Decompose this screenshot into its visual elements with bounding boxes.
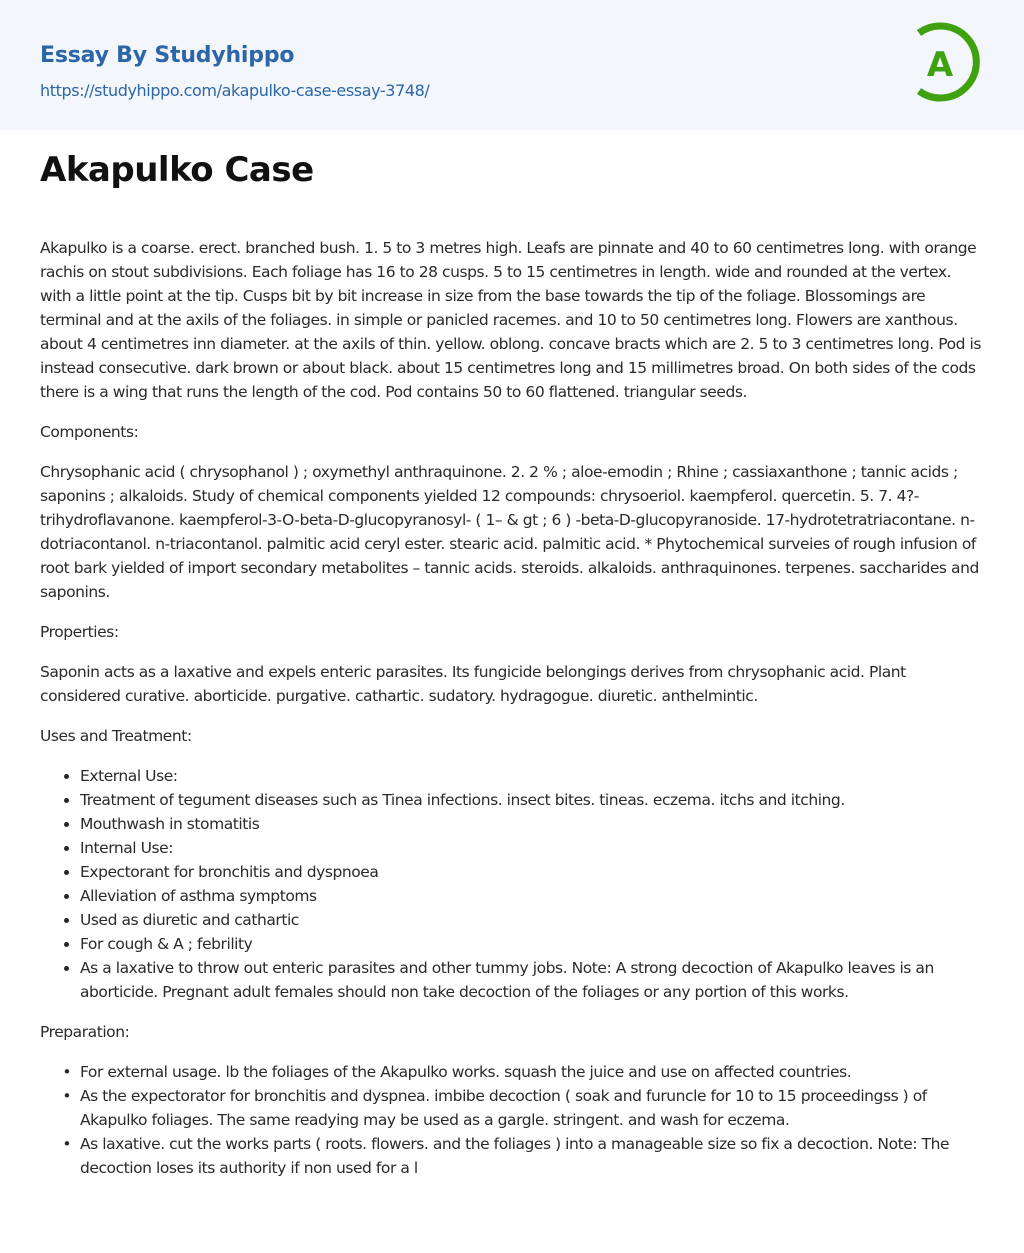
list-item: • Expectorant for bronchitis and dyspnoea	[80, 860, 984, 884]
list-item: • Treatment of tegument diseases such as Tinea infections. insect bites. tineas. eczema. itchs and itching.	[80, 788, 984, 812]
list-item: • As the expectorator for bronchitis and dyspnea. imbibe decoction ( soak and furuncle for 10 to 15 proceedingss ) of Akapulko foliages. The same readying may be used as a gargle. stringent. and wash for eczema.	[80, 1084, 984, 1132]
list-item: • Used as diuretic and cathartic	[80, 908, 984, 932]
list-item: • As a laxative to throw out enteric parasites and other tummy jobs. Note: A strong decoction of Akapulko leaves is an aborticide. Pregnant adult females should non take decoction of the foliages or any portion of this works.	[80, 956, 984, 1004]
list-item: • Mouthwash in stomatitis	[80, 812, 984, 836]
logo-letter: A	[926, 45, 954, 85]
components-heading: Components:	[40, 423, 139, 441]
preparation-heading: Preparation:	[40, 1023, 130, 1041]
page-title: Akapulko Case	[40, 150, 314, 190]
properties-heading: Properties:	[40, 623, 119, 641]
studyhippo-logo-icon[interactable]	[912, 18, 988, 106]
uses-list	[40, 764, 984, 1004]
logo-svg	[912, 18, 988, 106]
list-item: • For external usage. lb the foliages of the Akapulko works. squash the juice and use on affected countries.	[80, 1060, 984, 1084]
list-item: • As laxative. cut the works parts ( roots. flowers. and the foliages ) into a manageable size so fix a decoction. Note: The decoction loses its authority if non used for a l	[80, 1132, 984, 1180]
intro-paragraph: Akapulko is a coarse. erect. branched bush. 1. 5 to 3 metres high. Leafs are pinnate and 40 to 60 centimetres long. with orange rachis on stout subdivisions. Each foliage has 16 to 28 cusps. 5 to 15 centimetres in length. wide and rounded at the vertex. with a little point at the tip. Cusps bit by bit increase in size from the base towards the tip of the foliage. Blossomings are terminal and at the axils of the foliages. in simple or panicled racemes. and 10 to 50 centimetres long. Flowers are xanthous. about 4 centimetres inn diameter. at the axils of thin. yellow. oblong. concave bracts which are 2. 5 to 3 centimetres long. Pod is instead consecutive. dark brown or about black. about 15 centimetres long and 15 millimetres broad. On both sides of the cods there is a wing that runs the length of the cod. Pod contains 50 to 60 flattened. triangular seeds.	[40, 239, 981, 401]
components-paragraph: Chrysophanic acid ( chrysophanol ) ; oxymethyl anthraquinone. 2. 2 % ; aloe-emodin ; Rhine ; cassiaxanthone ; tannic acids ; saponins ; alkaloids. Study of chemical components yielded 12 compounds: chrysoeriol. kaempferol. quercetin. 5. 7. 4?-trihydroflavanone. kaempferol-3-O-beta-D-glucopyranosyl- ( 1– & gt ; 6 ) -beta-D-glucopyranoside. 17-hydrotetratriacontane. n-dotriacontanol. n-triacontanol. palmitic acid ceryl ester. stearic acid. palmitic acid. * Phytochemical surveies of rough infusion of root bark yielded of import secondary metabolites – tannic acids. steroids. alkaloids. anthraquinones. terpenes. saccharides and saponins.	[40, 463, 979, 601]
properties-paragraph: Saponin acts as a laxative and expels enteric parasites. Its fungicide belongings derives from chrysophanic acid. Plant considered curative. aborticide. purgative. cathartic. sudatory. hydragogue. diuretic. anthelmintic.	[40, 663, 906, 705]
site-header	[0, 0, 1024, 130]
essay-main	[0, 150, 1024, 1180]
list-item: • Internal Use:	[80, 836, 984, 860]
site-title: Essay By Studyhippo	[40, 43, 295, 68]
list-item: • Alleviation of asthma symptoms	[80, 884, 984, 908]
list-item: • For cough & A ; febrility	[80, 932, 984, 956]
preparation-list	[40, 1060, 984, 1180]
essay-url-link[interactable]: https://studyhippo.com/akapulko-case-essay-3748/	[40, 81, 430, 100]
uses-heading: Uses and Treatment:	[40, 727, 192, 745]
list-item: • External Use:	[80, 764, 984, 788]
essay-body	[40, 236, 984, 1180]
